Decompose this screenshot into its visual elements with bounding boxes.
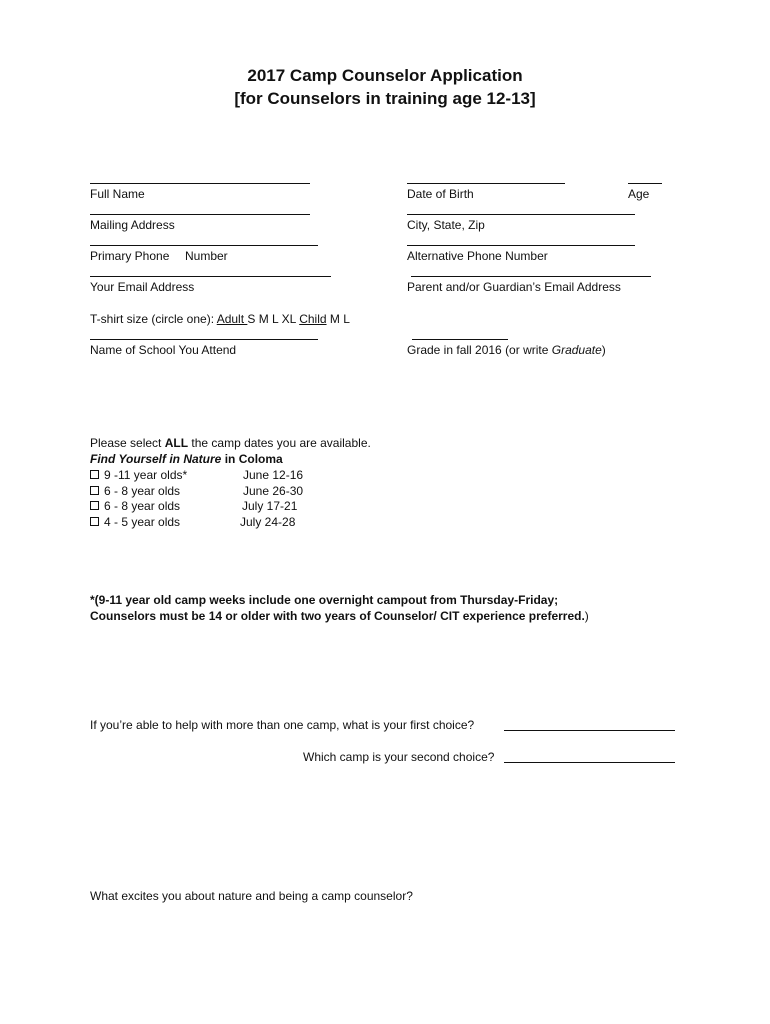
- checkbox-icon[interactable]: [90, 501, 99, 510]
- tshirt-child-label: Child: [299, 312, 327, 326]
- first-choice-question: If you’re able to help with more than one camp, what is your first choice?: [90, 718, 475, 732]
- school-field[interactable]: [90, 339, 318, 340]
- camp-option-dates: July 17-21: [242, 499, 298, 513]
- tshirt-prefix: T-shirt size (circle one):: [90, 312, 217, 326]
- camp-option-dates: June 12-16: [243, 468, 304, 482]
- grade-field[interactable]: [412, 339, 508, 340]
- camp-option[interactable]: 6 - 8 year olds: [90, 484, 180, 498]
- camp-dates-intro: Please select ALL the camp dates you are available.: [90, 436, 371, 450]
- page-subtitle: [for Counselors in training age 12-13]: [234, 89, 536, 108]
- overnight-note: *(9-11 year old camp weeks include one overnight campout from Thursday-Friday;: [90, 593, 559, 607]
- primary-phone-label: Primary Phone: [90, 249, 170, 263]
- page-title: 2017 Camp Counselor Application: [247, 66, 523, 85]
- primary-phone-field[interactable]: [90, 245, 318, 246]
- full-name-field[interactable]: [90, 183, 310, 184]
- date-of-birth-label: Date of Birth: [407, 187, 474, 201]
- checkbox-icon[interactable]: [90, 470, 99, 479]
- first-choice-field[interactable]: [504, 730, 675, 731]
- guardian-email-label: Parent and/or Guardian’s Email Address: [407, 280, 621, 294]
- checkbox-icon[interactable]: [90, 517, 99, 526]
- camp-option-dates: July 24-28: [240, 515, 296, 529]
- city-state-zip-label: City, State, Zip: [407, 218, 485, 232]
- mailing-address-label: Mailing Address: [90, 218, 175, 232]
- alt-phone-field[interactable]: [407, 245, 635, 246]
- guardian-email-field[interactable]: [411, 276, 651, 277]
- camp-option[interactable]: 4 - 5 year olds: [90, 515, 180, 529]
- primary-phone-number-label: Number: [185, 249, 228, 263]
- camp-option[interactable]: 6 - 8 year olds: [90, 499, 180, 513]
- age-label: Age: [628, 187, 650, 201]
- second-choice-question: Which camp is your second choice?: [303, 750, 495, 764]
- full-name-label: Full Name: [90, 187, 145, 201]
- grade-label: Grade in fall 2016 (or write Graduate): [407, 343, 606, 357]
- tshirt-size-row[interactable]: [90, 312, 350, 326]
- school-label: Name of School You Attend: [90, 343, 237, 357]
- second-choice-field[interactable]: [504, 762, 675, 763]
- tshirt-child-sizes[interactable]: M L: [326, 312, 350, 326]
- checkbox-icon[interactable]: [90, 486, 99, 495]
- experience-note: Counselors must be 14 or older with two years of Counselor/ CIT experience preferred.): [90, 609, 589, 623]
- alt-phone-label: Alternative Phone Number: [407, 249, 548, 263]
- program-heading: Find Yourself in Nature in Coloma: [90, 452, 283, 466]
- excites-question: What excites you about nature and being a camp counselor?: [90, 889, 413, 903]
- date-of-birth-field[interactable]: [407, 183, 565, 184]
- tshirt-adult-label: Adult: [216, 312, 248, 326]
- city-state-zip-field[interactable]: [407, 214, 635, 215]
- camp-option[interactable]: 9 -11 year olds*: [90, 468, 187, 482]
- age-field[interactable]: [628, 183, 662, 184]
- camp-option-dates: June 26-30: [243, 484, 304, 498]
- mailing-address-field[interactable]: [90, 214, 310, 215]
- email-field[interactable]: [90, 276, 331, 277]
- email-label: Your Email Address: [90, 280, 195, 294]
- tshirt-adult-sizes[interactable]: S M L XL: [247, 312, 300, 326]
